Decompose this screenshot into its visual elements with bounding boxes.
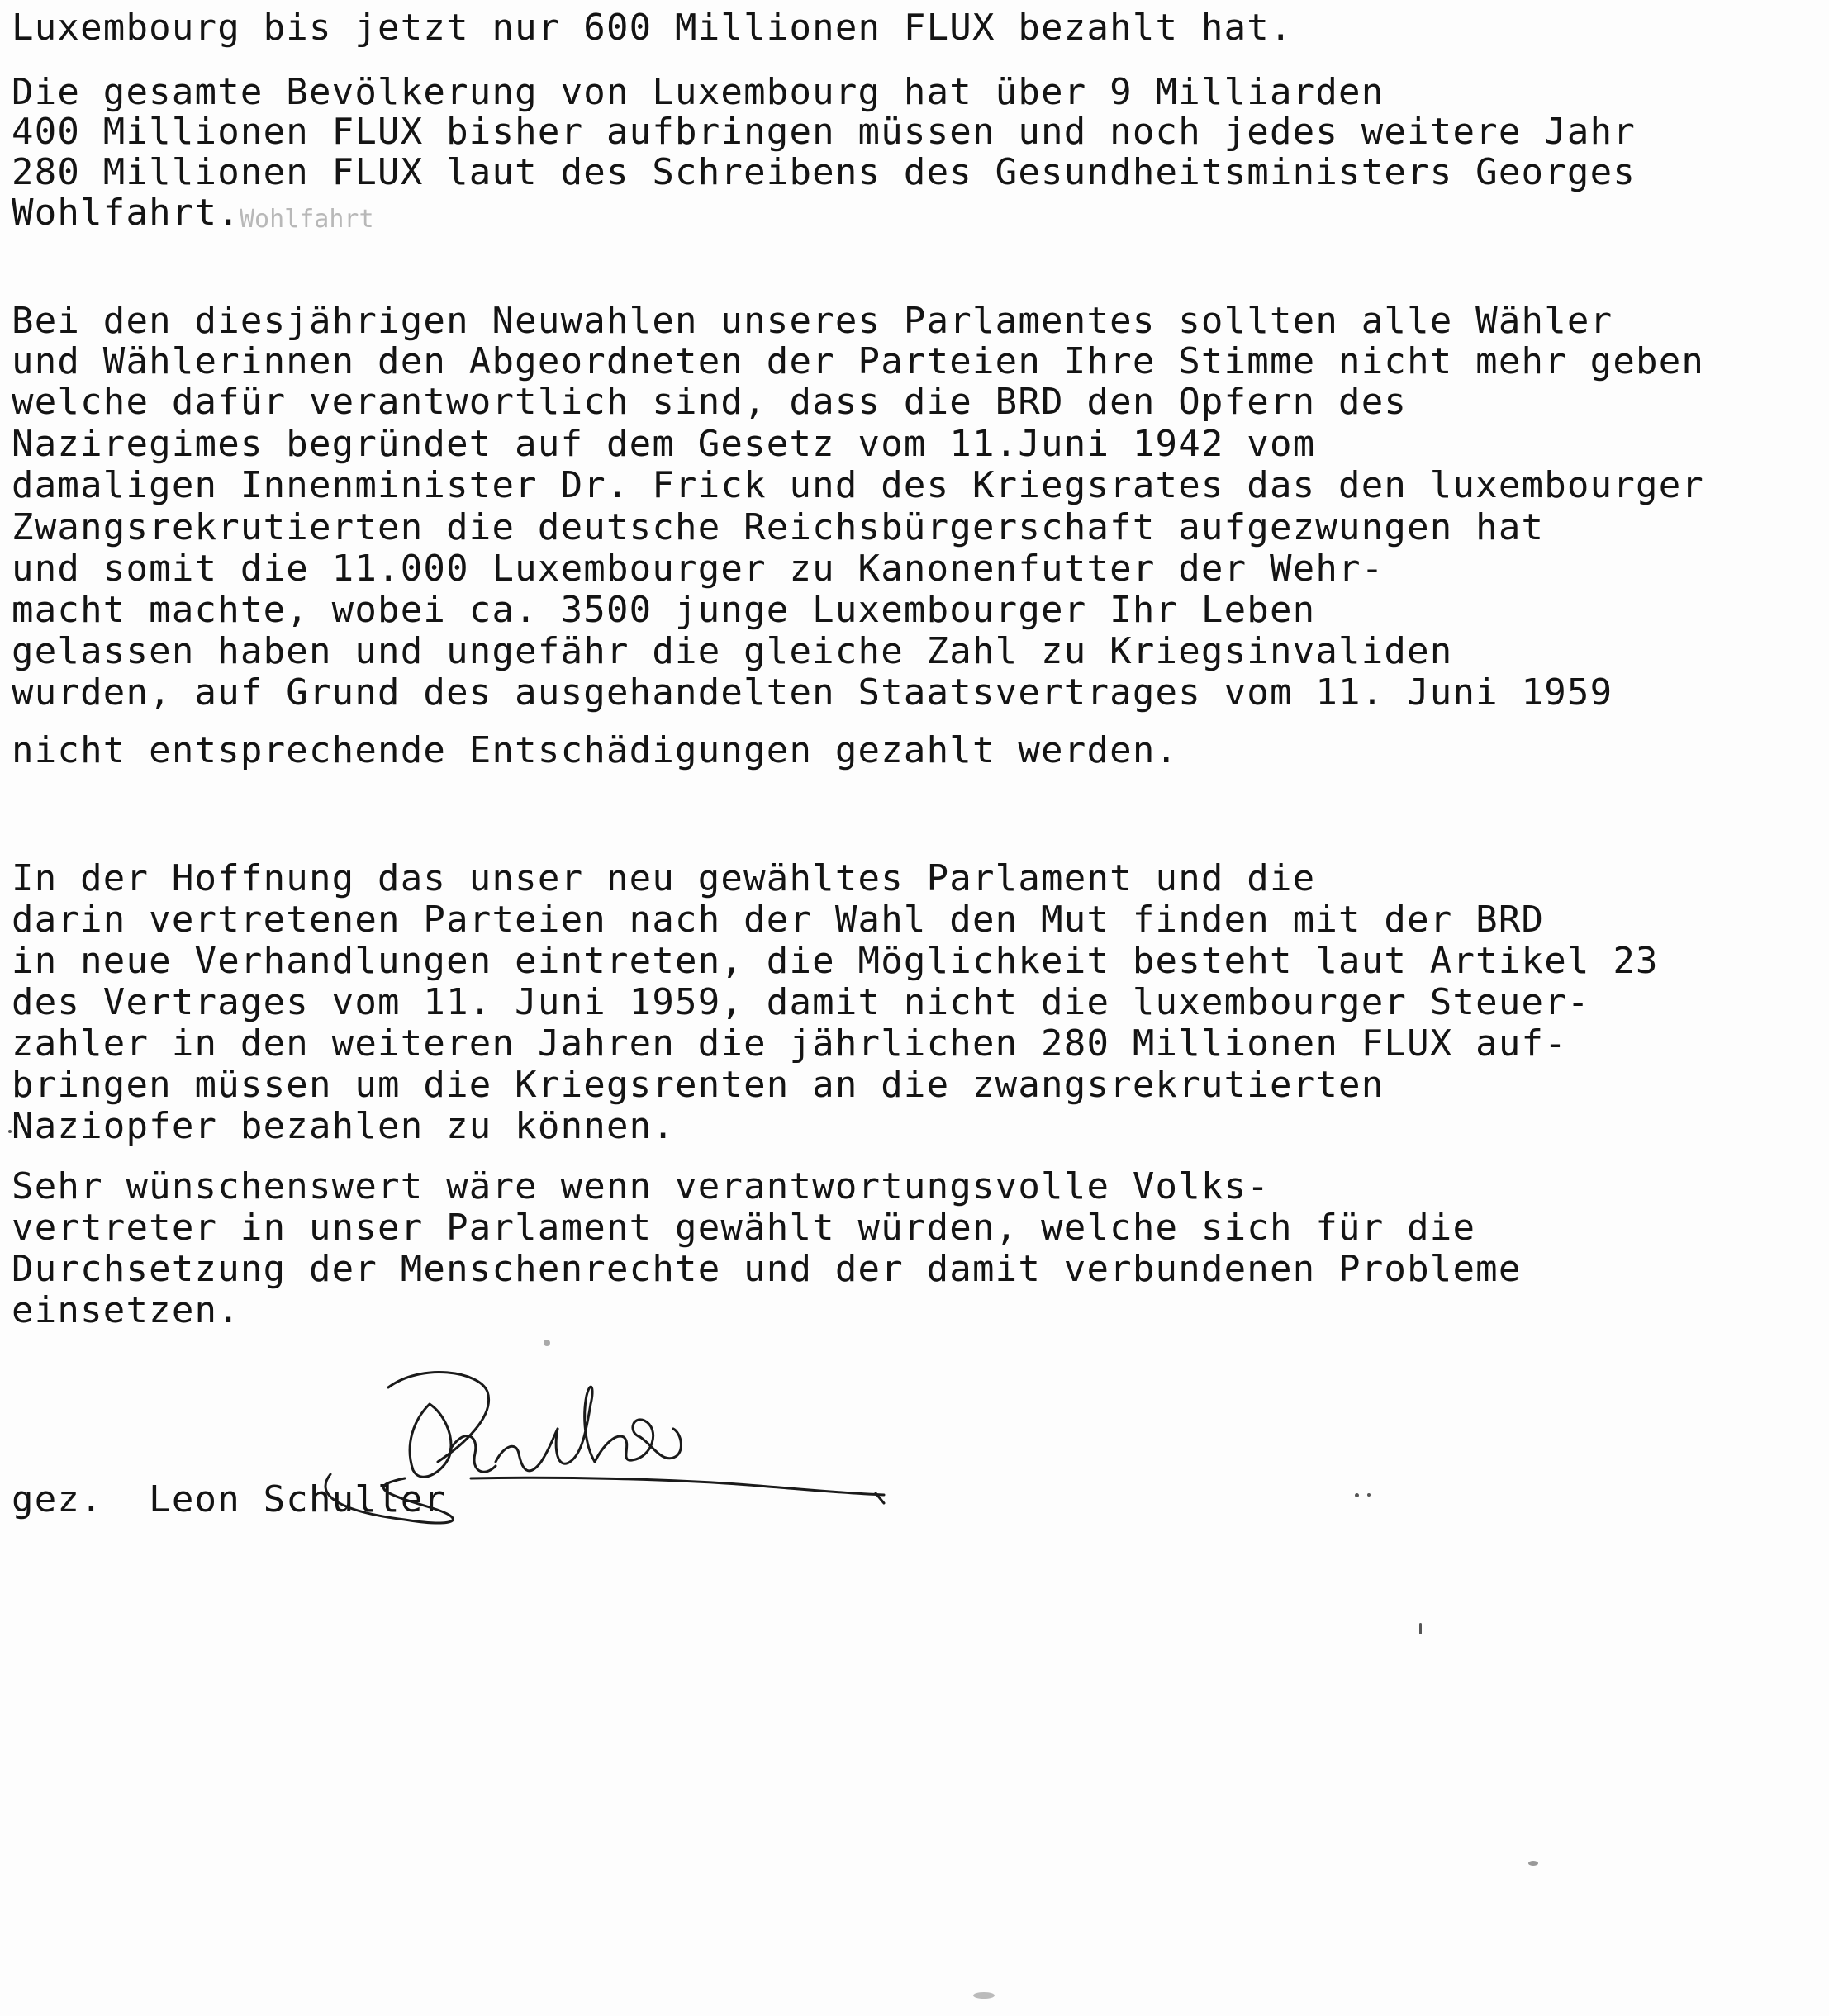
text-line: welche dafür verantwortlich sind, dass die BRD den Opfern des: [12, 381, 1408, 423]
text-line: Luxembourg bis jetzt nur 600 Millionen FLUX bezahlt hat.: [12, 7, 1293, 49]
text-line: darin vertretenen Parteien nach der Wahl den Mut finden mit der BRD: [12, 899, 1545, 941]
scan-speck: [973, 1992, 995, 1999]
text-line: und somit die 11.000 Luxembourger zu Kanonenfutter der Wehr-: [12, 548, 1385, 590]
scan-speck: [1528, 1861, 1538, 1866]
text-line: des Vertrages vom 11. Juni 1959, damit nicht die luxembourger Steuer-: [12, 981, 1590, 1023]
text-line: macht machte, wobei ca. 3500 junge Luxembourger Ihr Leben: [12, 589, 1316, 631]
text-line: Naziopfer bezahlen zu können.: [12, 1105, 676, 1147]
scan-speck: [8, 1130, 12, 1133]
text-line: gelassen haben und ungefähr die gleiche Zahl zu Kriegsinvaliden: [12, 630, 1453, 672]
text-line: Die gesamte Bevölkerung von Luxembourg hat über 9 Milliarden: [12, 71, 1385, 113]
faint-overtype: Wohlfahrt: [240, 205, 374, 234]
scan-speck: [1355, 1493, 1359, 1497]
text-line: bringen müssen um die Kriegsrenten an die zwangsrekrutierten: [12, 1064, 1385, 1106]
text-line: nicht entsprechende Entschädigungen gezahlt werden.: [12, 729, 1179, 771]
handwritten-signature: [306, 1354, 900, 1569]
text-line: 280 Millionen FLUX laut des Schreibens des Gesundheitsministers Georges: [12, 151, 1637, 193]
scan-speck: [544, 1340, 550, 1346]
text-line: und Wählerinnen den Abgeordneten der Parteien Ihre Stimme nicht mehr geben: [12, 340, 1705, 382]
text-line: Durchsetzung der Menschenrechte und der damit verbundenen Probleme: [12, 1248, 1522, 1290]
closing-line: gez. Leon Schuller: [12, 1478, 447, 1520]
text-line: Bei den diesjährigen Neuwahlen unseres Parlamentes sollten alle Wähler: [12, 300, 1613, 342]
text-line: vertreter in unser Parlament gewählt würden, welche sich für die: [12, 1207, 1476, 1249]
text-line: damaligen Innenminister Dr. Frick und des Kriegsrates das den luxembourger: [12, 464, 1705, 506]
text-line: Naziregimes begründet auf dem Gesetz vom 11.Juni 1942 vom: [12, 423, 1316, 465]
scan-speck: [1419, 1623, 1422, 1634]
text-line: In der Hoffnung das unser neu gewähltes Parlament und die: [12, 857, 1316, 899]
text-line: Wohlfahrt.: [12, 192, 240, 234]
text-line: Sehr wünschenswert wäre wenn verantwortungsvolle Volks-: [12, 1165, 1270, 1207]
text-line: einsetzen.: [12, 1289, 240, 1331]
text-line: 400 Millionen FLUX bisher aufbringen müssen und noch jedes weitere Jahr: [12, 111, 1637, 153]
text-line: Zwangsrekrutierten die deutsche Reichsbürgerschaft aufgezwungen hat: [12, 506, 1545, 548]
text-line: in neue Verhandlungen eintreten, die Möglichkeit besteht laut Artikel 23: [12, 940, 1659, 982]
scan-speck: [1367, 1493, 1371, 1497]
text-line: zahler in den weiteren Jahren die jährlichen 280 Millionen FLUX auf-: [12, 1022, 1567, 1065]
text-line: wurden, auf Grund des ausgehandelten Staatsvertrages vom 11. Juni 1959: [12, 671, 1613, 714]
